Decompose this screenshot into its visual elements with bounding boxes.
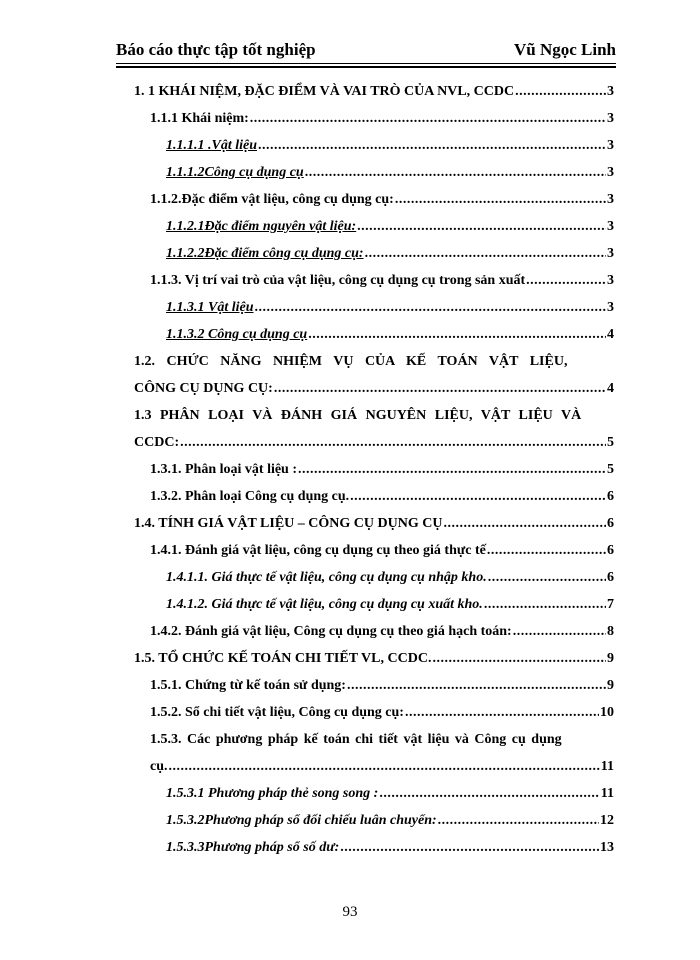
toc-entry[interactable]: 1.1.3. Vị trí vai trò của vật liệu, công cụ dụng cụ trong sản xuất ..... 3 [150,271,614,291]
toc-entry[interactable]: 1.1.3.2 Công cụ dụng cụ ..... 4 [166,325,614,345]
toc-entry[interactable]: 1.3.2. Phân loại Công cụ dụng cụ. ..... 6 [150,487,614,507]
toc-entry-line1[interactable]: 1.5.3. Các phương pháp kế toán chi tiết vật liệu và Công cụ dụng [150,732,562,747]
header-report-title: Báo cáo thực tập tốt nghiệp [116,40,316,59]
toc-entry[interactable]: cụ. ..... 11 [150,757,614,777]
header-rule-thin [116,63,616,64]
toc-entry[interactable]: 1.5.3.2Phương pháp sổ đối chiếu luân chuyển: ..... 12 [166,811,614,831]
toc-entry[interactable]: 1.4.2. Đánh giá vật liệu, Công cụ dụng cụ theo giá hạch toán: ..... 8 [150,622,614,642]
toc-entry[interactable]: 1.5.3.1 Phương pháp thẻ song song : ..... 11 [166,784,614,804]
toc-entry[interactable]: 1. 1 KHÁI NIỆM, ĐẶC ĐIỂM VÀ VAI TRÒ CỦA NVL, CCDC ..... 3 [134,82,614,102]
toc-entry[interactable]: 1.1.1 Khái niệm: ..... 3 [150,109,614,129]
toc-entry[interactable]: 1.5.2. Sổ chi tiết vật liệu, Công cụ dụng cụ: ..... 10 [150,703,614,723]
toc-entry[interactable]: 1.1.2.Đặc điểm vật liệu, công cụ dụng cụ: ..... 3 [150,190,614,210]
page-number: 93 [342,904,358,920]
header-author: Vũ Ngọc Linh [513,40,616,59]
toc-entry[interactable]: 1.4.1. Đánh giá vật liệu, công cụ dụng cụ theo giá thực tế ..... 6 [150,541,614,561]
toc-entry[interactable]: 1.1.1.1 .Vật liệu ..... 3 [166,136,614,156]
header-rule-thick [116,66,616,68]
toc-entry[interactable]: 1.4.1.1. Giá thực tế vật liệu, công cụ dụng cụ nhập kho. ..... 6 [166,568,614,588]
toc-entry[interactable]: 1.1.1.2Công cụ dụng cụ ..... 3 [166,163,614,183]
toc-entry-line1[interactable]: 1.3 PHÂN LOẠI VÀ ĐÁNH GIÁ NGUYÊN LIỆU, VẬT LIỆU VÀ [134,408,582,423]
toc-entry[interactable]: 1.5.3.3Phương pháp sổ số dư: ..... 13 [166,838,614,858]
toc-entry-line1[interactable]: 1.2. CHỨC NĂNG NHIỆM VỤ CỦA KẾ TOÁN VẬT LIỆU, [134,354,568,369]
page-header [116,40,616,64]
toc-entry[interactable]: 1.4.1.2. Giá thực tế vật liệu, công cụ dụng cụ xuất kho. ..... 7 [166,595,614,615]
toc-entry[interactable]: 1.5.1. Chứng từ kế toán sử dụng: ..... 9 [150,676,614,696]
toc-entry[interactable]: 1.1.2.2Đặc điểm công cụ dụng cụ: ..... 3 [166,244,614,264]
toc-entry[interactable]: 1.3.1. Phân loại vật liệu : ..... 5 [150,460,614,480]
toc-entry[interactable]: CÔNG CỤ DỤNG CỤ: ..... 4 [134,379,614,399]
toc-entry[interactable]: 1.1.3.1 Vật liệu ..... 3 [166,298,614,318]
toc-entry[interactable]: 1.5. TỔ CHỨC KẾ TOÁN CHI TIẾT VL, CCDC. ..... 9 [134,649,614,669]
toc-entry[interactable]: 1.1.2.1Đặc điểm nguyên vật liệu: ..... 3 [166,217,614,237]
toc-entry[interactable]: 1.4. TÍNH GIÁ VẬT LIỆU – CÔNG CỤ DỤNG CỤ ..... 6 [134,514,614,534]
toc-entry[interactable]: CCDC: ..... 5 [134,433,614,453]
